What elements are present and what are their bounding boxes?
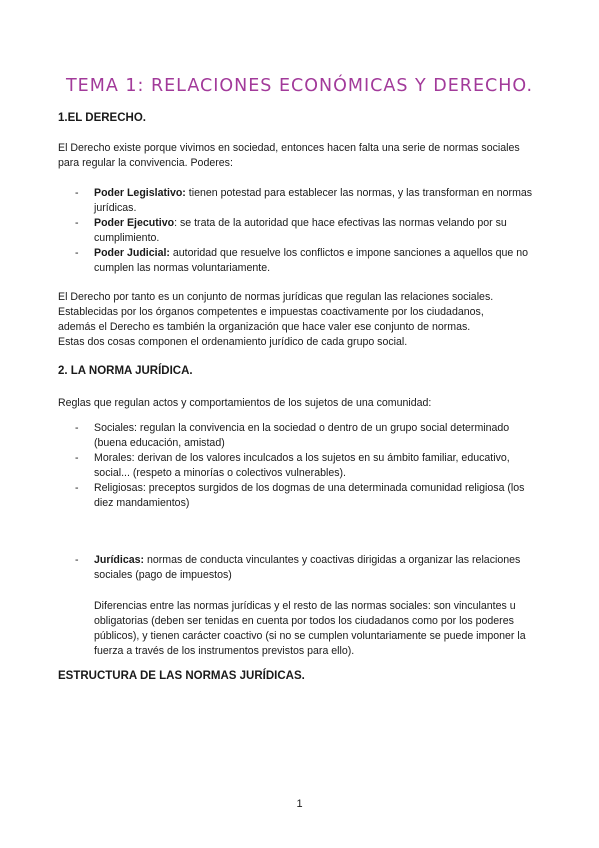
item-term: Poder Legislativo: <box>94 187 186 199</box>
juridicas-list <box>58 553 538 583</box>
item-text: tienen potestad para establecer las normas, y las transforman en normas jurídicas. <box>94 187 533 214</box>
section-heading-norma: 2. LA NORMA JURÍDICA. <box>58 365 193 377</box>
section-heading-estructura: ESTRUCTURA DE LAS NORMAS JURÍDICAS. <box>58 670 305 682</box>
paragraph-line: El Derecho por tanto es un conjunto de normas jurídicas que regulan las relaciones sociales. <box>58 291 494 303</box>
paragraph-line: además el Derecho es también la organización que hace valer ese conjunto de normas. <box>58 321 471 333</box>
dash-bullet: - <box>75 482 79 494</box>
dash-bullet: - <box>75 217 79 229</box>
dash-bullet: - <box>75 554 79 566</box>
list-item <box>58 246 538 276</box>
list-item <box>58 481 538 511</box>
paragraph-line: Establecidas por los órganos competentes e impuestas coactivamente por los ciudadanos, <box>58 306 484 318</box>
intro-line: El Derecho existe porque vivimos en sociedad, entonces hacen falta una serie de normas sociales <box>58 142 520 154</box>
list-item <box>58 216 538 246</box>
paragraph-line: Estas dos cosas componen el ordenamiento jurídico de cada grupo social. <box>58 336 408 348</box>
list-item <box>58 186 538 216</box>
item-text: autoridad que resuelve los conflictos e impone sanciones a aquellos que no cumplen las normas voluntariamente. <box>94 247 529 274</box>
item-text: normas de conducta vinculantes y coactivas dirigidas a organizar las relaciones sociales (pago de impuestos) <box>94 554 521 581</box>
list-item <box>58 451 538 481</box>
intro-paragraph <box>58 141 548 171</box>
derecho-paragraph <box>58 290 548 350</box>
list-item <box>58 553 538 583</box>
page-number: 1 <box>296 798 303 810</box>
dash-bullet: - <box>75 247 79 259</box>
diferencias-paragraph: Diferencias entre las normas jurídicas y el resto de las normas sociales: son vinculantes u obligatorias (deben ser tenidas en cuenta por todos los ciudadanos como por los poderes públicos), y tienen carácter coactivo (si no se cumplen voluntariamente se puede imponer la fuerza a través de los instrumentos previstos para ello). <box>94 600 526 657</box>
item-text: : se trata de la autoridad que hace efectivas las normas velando por su cumplimiento. <box>94 217 507 244</box>
item-text: Religiosas: preceptos surgidos de los dogmas de una determinada comunidad religiosa (los diez mandamientos) <box>94 482 525 509</box>
intro-line: para regular la convivencia. Poderes: <box>58 157 233 169</box>
section-heading-derecho: 1.EL DERECHO. <box>58 112 146 124</box>
dash-bullet: - <box>75 422 79 434</box>
list-item <box>58 421 538 451</box>
item-text: Morales: derivan de los valores inculcados a los sujetos en su ámbito familiar, educativo, social... (respeto a minorías o colectivos vulnerables). <box>94 452 510 479</box>
item-term: Jurídicas: <box>94 554 145 566</box>
item-text: Sociales: regulan la convivencia en la sociedad o dentro de un grupo social determinado (buena educación, amistad) <box>94 422 510 449</box>
norma-intro: Reglas que regulan actos y comportamientos de los sujetos de una comunidad: <box>58 397 432 409</box>
powers-list <box>58 186 538 276</box>
dash-bullet: - <box>75 187 79 199</box>
item-term: Poder Judicial: <box>94 247 170 259</box>
page-title: TEMA 1: RELACIONES ECONÓMICAS Y DERECHO. <box>65 76 534 96</box>
item-term: Poder Ejecutivo <box>94 217 175 229</box>
dash-bullet: - <box>75 452 79 464</box>
norms-list <box>58 421 538 511</box>
